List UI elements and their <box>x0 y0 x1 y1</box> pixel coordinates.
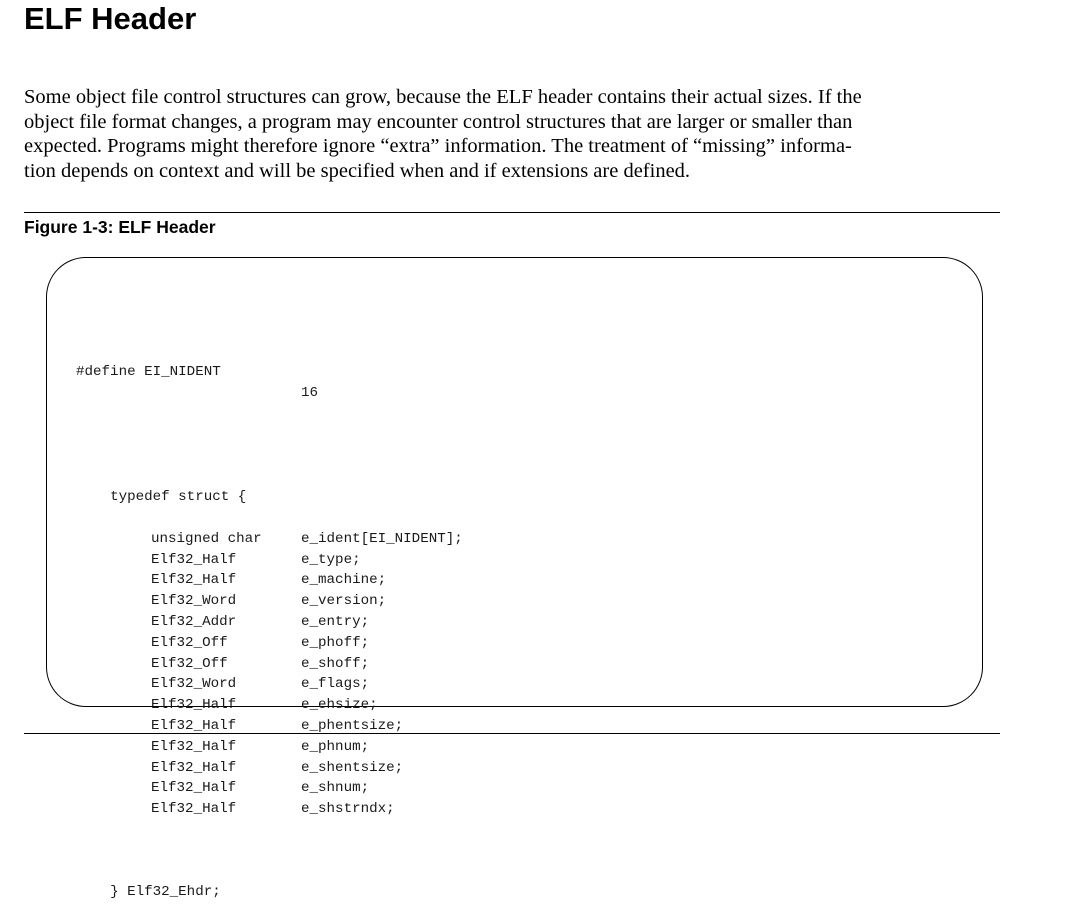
paragraph-line: expected. Programs might therefore ignore “extra” information. The treatment of “missing” informa- <box>24 135 852 158</box>
typedef-close: } Elf32_Ehdr; <box>110 884 221 901</box>
field-type: Elf32_Half <box>151 801 237 818</box>
field-name: e_shnum; <box>301 780 370 797</box>
body-paragraph <box>24 85 984 183</box>
field-type: Elf32_Off <box>151 634 228 651</box>
field-type: Elf32_Half <box>151 717 237 734</box>
field-type: Elf32_Half <box>151 551 237 568</box>
field-name: e_ehsize; <box>301 697 378 714</box>
struct-field-row <box>76 550 361 571</box>
paragraph-line: tion depends on context and will be specified when and if extensions are defined. <box>24 159 691 182</box>
figure-title: Figure 1-3: ELF Header <box>24 217 216 237</box>
field-name: e_phoff; <box>301 634 370 651</box>
struct-fields <box>76 529 463 820</box>
struct-field-row <box>76 612 370 633</box>
bottom-rule <box>24 733 1000 734</box>
field-type: Elf32_Word <box>151 676 237 693</box>
field-type: Elf32_Half <box>151 759 237 776</box>
struct-field-row <box>76 591 387 612</box>
field-name: e_machine; <box>301 572 387 589</box>
define-value: 16 <box>301 385 319 402</box>
field-name: e_ident[EI_NIDENT]; <box>301 530 463 547</box>
field-type: Elf32_Word <box>151 593 237 610</box>
field-name: e_shstrndx; <box>301 801 395 818</box>
blank-line <box>76 404 246 425</box>
define-directive: #define EI_NIDENT <box>76 364 221 381</box>
struct-field-row <box>76 570 387 591</box>
field-name: e_shentsize; <box>301 759 404 776</box>
field-type: Elf32_Off <box>151 655 228 672</box>
typedef-close-line <box>76 862 246 901</box>
struct-field-row <box>76 799 395 820</box>
typedef-open: typedef struct { <box>110 489 247 506</box>
field-type: Elf32_Half <box>151 738 237 755</box>
field-name: e_type; <box>301 551 361 568</box>
struct-field-row <box>76 633 370 654</box>
field-name: e_flags; <box>301 676 370 693</box>
page-title: ELF Header <box>24 1 197 36</box>
struct-field-row <box>76 695 378 716</box>
field-name: e_version; <box>301 593 387 610</box>
field-type: Elf32_Half <box>151 780 237 797</box>
field-name: e_phentsize; <box>301 717 404 734</box>
field-name: e_entry; <box>301 613 370 630</box>
field-type: Elf32_Half <box>151 572 237 589</box>
paragraph-line: Some object file control structures can grow, because the ELF header contains their actual sizes. If the <box>24 86 862 108</box>
field-type: Elf32_Half <box>151 697 237 714</box>
struct-field-row <box>76 778 370 799</box>
struct-field-row <box>76 654 370 675</box>
typedef-open-line <box>76 466 247 506</box>
struct-field-row <box>76 529 463 550</box>
paragraph-line: object file format changes, a program may encounter control structures that are larger or smaller than <box>24 110 853 133</box>
field-type: Elf32_Addr <box>151 613 237 630</box>
field-name: e_shoff; <box>301 655 370 672</box>
struct-field-row <box>76 758 404 779</box>
struct-field-row <box>76 674 370 695</box>
code-listing <box>76 300 463 903</box>
struct-field-row <box>76 737 370 758</box>
field-type: unsigned char <box>151 530 262 547</box>
top-rule <box>24 212 1000 213</box>
field-name: e_phnum; <box>301 738 370 755</box>
define-line <box>76 342 319 402</box>
